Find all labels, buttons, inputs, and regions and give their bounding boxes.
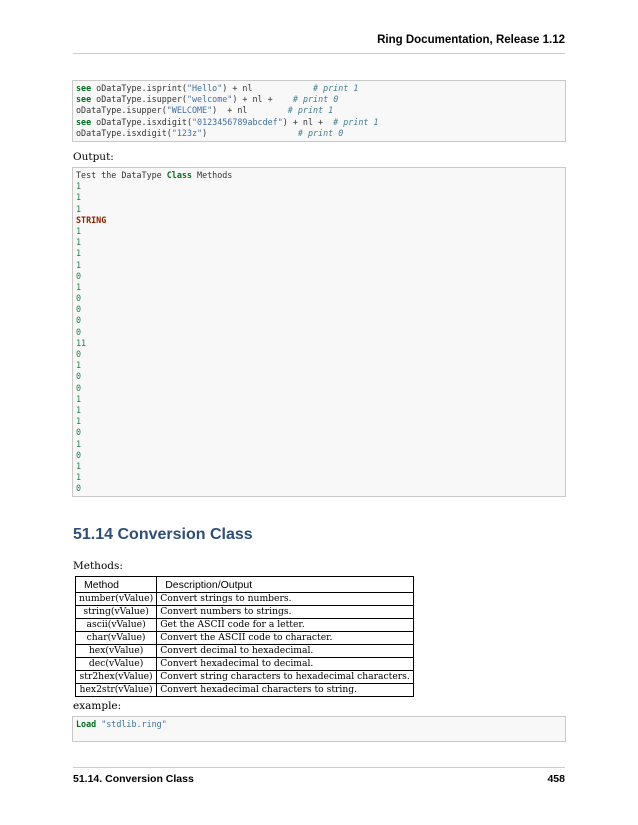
code-token: see [76,116,92,127]
code-token: 1 [76,259,82,270]
code-token: 0 [76,270,82,281]
method-description-cell: Convert strings to numbers. [157,593,414,606]
code-line [76,416,562,427]
code-token: # print 1 [287,105,334,116]
code-line [76,360,562,371]
code-token: oDataType.isprint( [91,83,187,93]
code-token: 0 [76,326,82,337]
method-description-cell: Get the ASCII code for a letter. [157,619,414,632]
code-token: 1 [76,281,82,292]
code-token: STRING [76,214,107,225]
method-description-cell: Convert decimal to hexadecimal. [157,645,414,658]
code-line [76,192,562,203]
code-token: Class [166,170,192,180]
method-description-cell: Convert string characters to hexadecimal characters. [157,671,414,684]
column-header-method: Method [76,577,157,593]
table-row [76,671,414,684]
column-header-description: Description/Output [157,577,414,593]
code-token: "123z" [171,127,203,138]
code-token: 0 [76,371,82,382]
code-token: ) + nl [212,105,288,116]
code-token: # print 1 [333,116,379,127]
table-row [76,606,414,619]
code-token: 0 [76,382,82,393]
code-line [76,94,562,105]
code-token: 1 [76,181,82,192]
code-line [76,105,562,116]
code-token: 11 [76,337,87,348]
method-name-cell: str2hex(vValue) [76,671,157,684]
code-token: 1 [76,438,82,449]
code-token: 1 [76,460,82,471]
code-line [76,719,562,730]
code-line [76,260,562,271]
code-token: 0 [76,304,82,315]
code-token: 1 [76,472,82,483]
code-line [76,271,562,282]
code-token: 1 [76,203,82,214]
method-description-cell: Convert the ASCII code to character. [157,632,414,645]
code-line [76,405,562,416]
code-token: Methods [191,170,233,180]
code-token: ) + nl + [282,116,334,127]
table-row [76,632,414,645]
code-token: ) + nl + [232,94,293,105]
code-line [76,327,562,338]
code-token: # print 0 [292,94,339,105]
code-token: 1 [76,393,82,404]
table-row [76,658,414,671]
code-line [76,248,562,259]
footer-section-name: 51.14. Conversion Class [73,773,194,785]
code-line [76,237,562,248]
section-heading: 51.14 Conversion Class [73,526,253,543]
code-token: 0 [76,315,82,326]
method-name-cell: dec(vValue) [76,658,157,671]
code-token: "welcome" [186,94,233,105]
method-name-cell: string(vValue) [76,606,157,619]
code-token: 0 [76,449,82,460]
footer-divider [73,767,565,768]
code-block-output [72,167,566,497]
table-row [76,684,414,697]
method-name-cell: number(vValue) [76,593,157,606]
code-line [76,450,562,461]
method-name-cell: hex2str(vValue) [76,684,157,697]
code-token: "WELCOME" [166,105,213,116]
method-description-cell: Convert hexadecimal to decimal. [157,658,414,671]
code-token: 1 [76,237,82,248]
code-token: 1 [76,404,82,415]
code-line [76,170,562,181]
code-line [76,349,562,360]
method-name-cell: char(vValue) [76,632,157,645]
header-divider [73,53,565,54]
code-line [76,83,562,94]
code-token: ) [202,127,298,138]
code-token: ) + nl [222,83,314,93]
code-line [76,204,562,215]
code-line [76,383,562,394]
code-token: 1 [76,360,82,371]
method-name-cell: hex(vValue) [76,645,157,658]
code-line [76,483,562,494]
code-token: 0 [76,349,82,359]
code-token: 0 [76,427,82,438]
code-token: oDataType.isupper( [91,94,187,105]
code-token: 0 [76,483,82,494]
code-token: 1 [76,416,82,427]
output-label: Output: [73,151,114,163]
code-line [76,472,562,483]
code-line [76,117,562,128]
code-line [76,282,562,293]
code-token: # print 0 [297,127,344,138]
page-number: 458 [547,773,565,785]
code-line [76,371,562,382]
table-row [76,619,414,632]
code-line [76,128,562,139]
code-line [76,215,562,226]
code-line [76,461,562,472]
code-token: 1 [76,248,82,259]
code-token: 0 [76,293,82,304]
code-line [76,315,562,326]
code-line [76,338,562,349]
code-token: "Hello" [186,83,223,93]
code-token: see [76,83,92,93]
conversion-methods-table [75,576,414,697]
code-token: oDataType.isxdigit( [76,127,172,138]
table-header-row [76,577,414,593]
code-token: see [76,94,92,105]
method-description-cell: Convert hexadecimal characters to string. [157,684,414,697]
code-line [76,394,562,405]
code-block-datatype-examples [72,80,566,142]
table-row [76,645,414,658]
method-description-cell: Convert numbers to strings. [157,606,414,619]
code-token: oDataType.isxdigit( [91,116,192,127]
code-token: "stdlib.ring" [101,719,167,729]
code-token: 1 [76,225,82,236]
code-line [76,439,562,450]
code-line [76,304,562,315]
code-line [76,293,562,304]
code-line [76,226,562,237]
method-name-cell: ascii(vValue) [76,619,157,632]
code-line [76,181,562,192]
code-line [76,427,562,438]
code-token: Load [76,719,97,729]
methods-label: Methods: [73,560,123,572]
code-block-load-stdlib [72,716,566,742]
running-header: Ring Documentation, Release 1.12 [377,34,565,46]
code-token: 1 [76,192,82,203]
code-token: # print 1 [313,83,359,93]
example-label: example: [73,700,122,712]
code-token: "0123456789abcdef" [191,116,283,127]
code-token: oDataType.isupper( [76,105,167,116]
code-token: Test the DataType [76,170,167,180]
table-row [76,593,414,606]
